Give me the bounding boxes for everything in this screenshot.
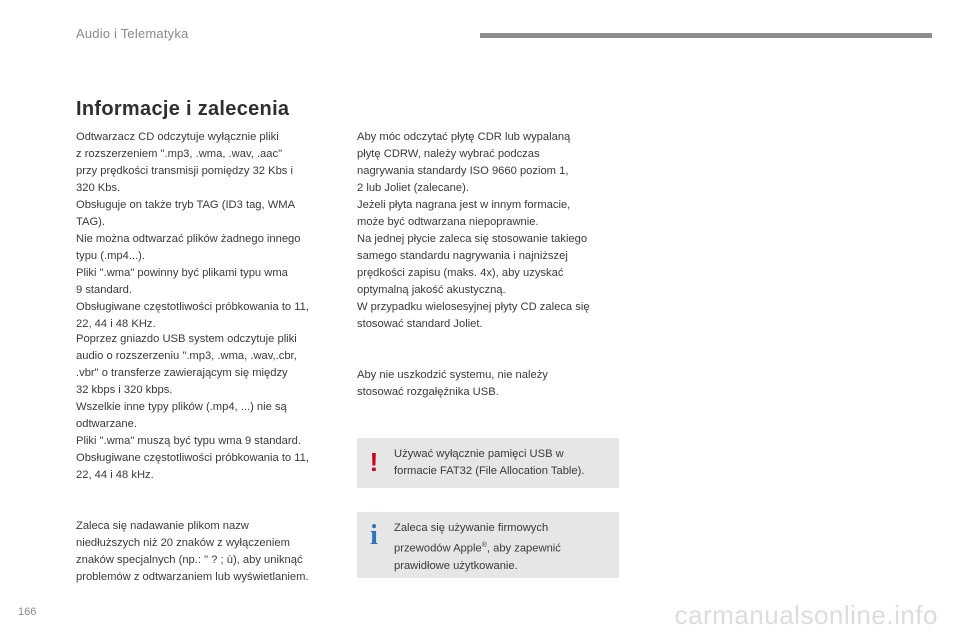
text-line: Odtwarzacz CD odczytuje wyłącznie pliki (76, 131, 279, 143)
page-title: Informacje i zalecenia (76, 98, 290, 120)
text-line: stosować standard Joliet. (357, 318, 483, 330)
text-line: 9 standard. (76, 284, 132, 296)
exclamation-icon: ! (369, 447, 379, 477)
text-line: niedłuższych niż 20 znaków z wyłączeniem (76, 537, 290, 549)
left-paragraph-1 (76, 129, 309, 333)
text-line (394, 537, 561, 558)
text-line: Obsługiwane częstotliwości próbkowania to 11, (76, 452, 309, 464)
text-line: Jeżeli płyta nagrana jest w innym formacie, (357, 199, 571, 211)
text-line: Wszelkie inne typy plików (.mp4, ...) nie są (76, 401, 287, 413)
text-line: znaków specjalnych (np.: " ? ; ù), aby uniknąć (76, 554, 303, 566)
text-line: problemów z odtwarzaniem lub wyświetlaniem. (76, 571, 309, 583)
text-line: może być odtwarzana niepoprawnie. (357, 216, 539, 228)
text-line: Pliki ".wma" powinny być plikami typu wma (76, 267, 288, 279)
warning-text (394, 446, 584, 480)
text-line: Nie można odtwarzać plików żadnego innego (76, 233, 301, 245)
text-line: typu (.mp4...). (76, 250, 146, 262)
text-segment: , aby zapewnić (486, 542, 561, 555)
info-icon: i (370, 520, 378, 551)
text-line: Obsługiwane częstotliwości próbkowania to 11, (76, 301, 309, 313)
header-bar (480, 33, 932, 38)
text-line: 22, 44 i 48 KHz. (76, 318, 156, 330)
header-title: Audio i Telematyka (76, 26, 189, 41)
text-line: formacie FAT32 (File Allocation Table). (394, 465, 585, 477)
text-line: Obsługuje on także tryb TAG (ID3 tag, WMA (76, 199, 296, 211)
text-line: płytę CDRW, należy wybrać podczas (357, 148, 540, 160)
text-line: 32 kbps i 320 kbps. (76, 384, 173, 396)
text-line: W przypadku wielosesyjnej płyty CD zaleca się (357, 301, 590, 313)
page-number: 166 (18, 606, 37, 618)
left-paragraph-3 (76, 518, 309, 586)
text-line: nagrywania standardy ISO 9660 poziom 1, (357, 165, 569, 177)
text-line: przy prędkości transmisji pomiędzy 32 Kbs i (76, 165, 293, 177)
text-line: Poprzez gniazdo USB system odczytuje pliki (76, 333, 297, 345)
text-line: prawidłowe użytkowanie. (394, 559, 518, 572)
text-line: Zaleca się nadawanie plikom nazw (76, 520, 249, 532)
text-line: Pliki ".wma" muszą być typu wma 9 standard. (76, 435, 301, 447)
left-paragraph-2 (76, 331, 309, 484)
text-line: prędkości zapisu (maks. 4x), aby uzyskać (357, 267, 564, 279)
text-line: TAG). (76, 216, 106, 228)
info-box (357, 512, 619, 578)
text-line: z rozszerzeniem ".mp3, .wma, .wav, .aac" (76, 148, 283, 160)
text-line: 2 lub Joliet (zalecane). (357, 182, 469, 194)
text-line: Używać wyłącznie pamięci USB w (394, 448, 564, 460)
text-line: optymalną jakość akustyczną. (357, 284, 506, 296)
text-line: samego standardu nagrywania i najniższej (357, 250, 568, 262)
text-segment: przewodów Apple (394, 542, 482, 555)
watermark: carmanualsonline.info (674, 600, 938, 630)
text-line: Aby móc odczytać płytę CDR lub wypalaną (357, 131, 571, 143)
text-line: audio o rozszerzeniu ".mp3, .wma, .wav,.cbr, (76, 350, 297, 362)
text-line: Zaleca się używanie firmowych (394, 522, 549, 534)
text-line: 22, 44 i 48 kHz. (76, 469, 154, 481)
text-line: stosować rozgałęźnika USB. (357, 386, 499, 398)
registered-mark: ® (481, 542, 487, 549)
right-paragraph-2 (357, 367, 548, 401)
warning-box (357, 438, 619, 488)
text-line: Aby nie uszkodzić systemu, nie należy (357, 369, 548, 381)
text-line: odtwarzane. (76, 418, 137, 430)
text-line: 320 Kbs. (76, 182, 121, 194)
text-line: .vbr" o transferze zawierającym się między (76, 367, 288, 379)
info-text (394, 520, 561, 575)
right-paragraph-1 (357, 129, 590, 333)
text-line: Na jednej płycie zaleca się stosowanie takiego (357, 233, 588, 245)
